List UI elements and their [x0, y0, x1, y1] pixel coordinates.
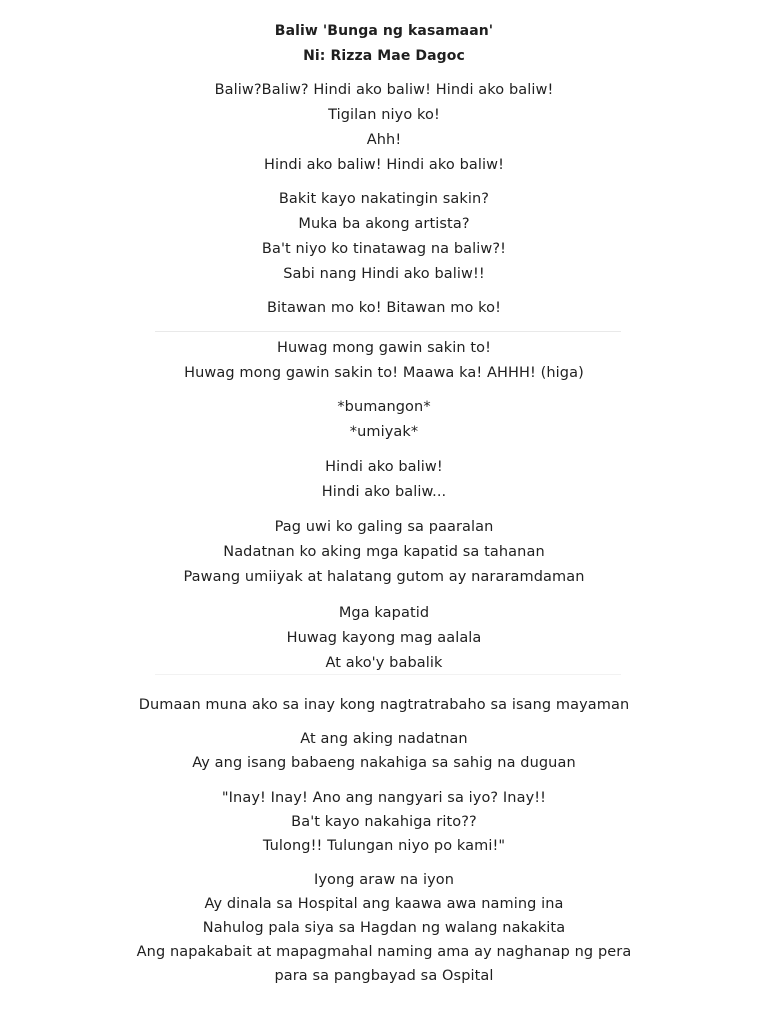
poem-line: Hindi ako baliw... — [321, 484, 447, 500]
poem-line: Iyong araw na iyon — [313, 872, 455, 888]
poem-line: Nadatnan ko aking mga kapatid sa tahanan — [223, 544, 545, 560]
poem-line: Tulong!! Tulungan niyo po kami!" — [262, 838, 506, 854]
poem-line: "Inay! Inay! Ano ang nangyari sa iyo? Inay!! — [221, 790, 547, 806]
poem-line: *umiyak* — [349, 424, 419, 440]
poem-line: Dumaan muna ako sa inay kong nagtratrabaho sa isang mayaman — [138, 697, 630, 713]
poem-line: Ahh! — [366, 132, 402, 148]
poem-line: Pag uwi ko galing sa paaralan — [274, 519, 494, 535]
poem-line: At ako'y babalik — [325, 655, 443, 671]
poem-line: Bakit kayo nakatingin sakin? — [278, 191, 490, 207]
poem-line: Ay dinala sa Hospital ang kaawa awa naming ina — [204, 896, 564, 912]
page-divider — [155, 331, 621, 332]
poem-line: Bitawan mo ko! Bitawan mo ko! — [266, 300, 502, 316]
poem-line: Pawang umiiyak at halatang gutom ay nararamdaman — [183, 569, 585, 585]
poem-line: Muka ba akong artista? — [298, 216, 470, 232]
poem-line: Ay ang isang babaeng nakahiga sa sahig na duguan — [192, 755, 576, 771]
poem-line: Mga kapatid — [338, 605, 430, 621]
poem-line: *bumangon* — [337, 399, 431, 415]
poem-line: Huwag kayong mag aalala — [286, 630, 482, 646]
poem-line: Sabi nang Hindi ako baliw!! — [283, 266, 485, 282]
poem-line: Baliw?Baliw? Hindi ako baliw! Hindi ako baliw! — [214, 82, 554, 98]
poem-line: Hindi ako baliw! Hindi ako baliw! — [264, 157, 504, 173]
poem-line: Hindi ako baliw! — [325, 459, 443, 475]
poem-line: At ang aking nadatnan — [300, 731, 468, 747]
poem-line: para sa pangbayad sa Ospital — [274, 968, 494, 984]
poem-author: Ni: Rizza Mae Dagoc — [303, 48, 465, 64]
poem-line: Nahulog pala siya sa Hagdan ng walang nakakita — [202, 920, 566, 936]
poem-line: Tigilan niyo ko! — [328, 107, 440, 123]
poem-line: Huwag mong gawin sakin to! Maawa ka! AHHH! (higa) — [184, 365, 584, 381]
poem-line: Ang napakabait at mapagmahal naming ama ay naghanap ng pera — [136, 944, 632, 960]
poem-title: Baliw 'Bunga ng kasamaan' — [274, 23, 494, 39]
poem-line: Ba't niyo ko tinatawag na baliw?! — [261, 241, 507, 257]
poem-line: Huwag mong gawin sakin to! — [276, 340, 492, 356]
poem-line: Ba't kayo nakahiga rito?? — [291, 814, 477, 830]
page-divider — [155, 674, 621, 675]
